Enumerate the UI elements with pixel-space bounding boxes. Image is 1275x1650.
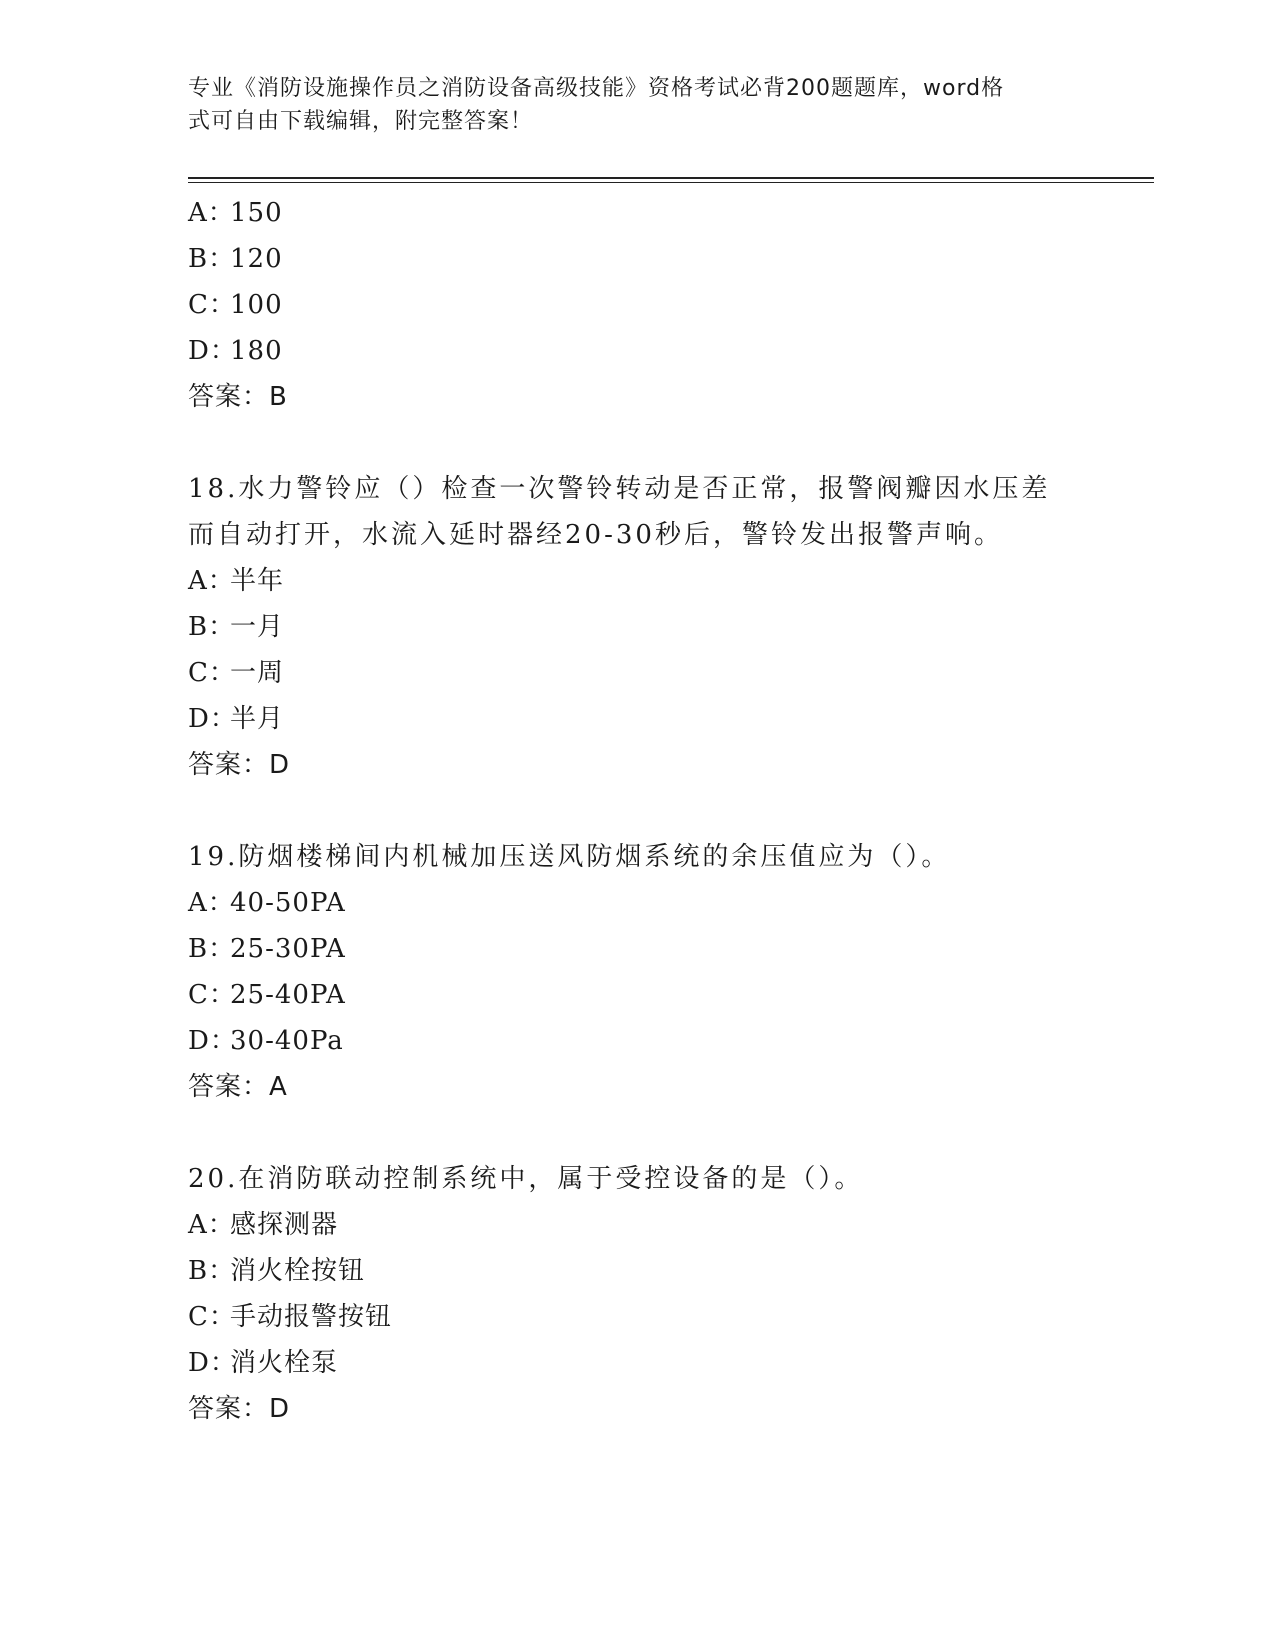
option-c: C：一周 bbox=[188, 658, 285, 688]
question-text: 19.防烟楼梯间内机械加压送风防烟系统的余压值应为（）。 bbox=[188, 842, 951, 872]
option-a: A：半年 bbox=[188, 566, 285, 596]
answer-line: 答案：A bbox=[188, 1072, 288, 1102]
option-c: C：手动报警按钮 bbox=[188, 1302, 393, 1332]
answer-line: 答案：D bbox=[188, 1394, 291, 1424]
question-block bbox=[188, 190, 1088, 420]
question-list bbox=[188, 190, 1088, 1432]
header-divider-thick bbox=[188, 177, 1154, 179]
option-d: D：半月 bbox=[188, 704, 285, 734]
block-spacer bbox=[188, 788, 1088, 834]
option-b: B：一月 bbox=[188, 612, 285, 642]
question-text: 20.在消防联动控制系统中，属于受控设备的是（）。 bbox=[188, 1164, 864, 1194]
option-d: D：180 bbox=[188, 336, 283, 366]
header-divider-thin bbox=[188, 182, 1154, 183]
option-d: D：消火栓泵 bbox=[188, 1348, 339, 1378]
option-a: A：感探测器 bbox=[188, 1210, 339, 1240]
question-block bbox=[188, 466, 1088, 788]
option-b: B：消火栓按钮 bbox=[188, 1256, 366, 1286]
block-spacer bbox=[188, 420, 1088, 466]
header-line-2: 式可自由下载编辑，附完整答案！ bbox=[188, 109, 534, 134]
answer-line: 答案：D bbox=[188, 750, 291, 780]
option-a: A：40-50PA bbox=[188, 888, 346, 918]
option-c: C：25-40PA bbox=[188, 980, 346, 1010]
answer-line: 答案：B bbox=[188, 382, 288, 412]
option-b: B：120 bbox=[188, 244, 283, 274]
option-a: A：150 bbox=[188, 198, 283, 228]
question-block bbox=[188, 834, 1088, 1110]
header-line-1: 专业《消防设施操作员之消防设备高级技能》资格考试必背200题题库，word格 bbox=[188, 76, 1005, 101]
question-block bbox=[188, 1156, 1088, 1432]
option-c: C：100 bbox=[188, 290, 283, 320]
question-text: 18.水力警铃应（）检查一次警铃转动是否正常，报警阀瓣因水压差而自动打开，水流入延时器经20-30秒后，警铃发出报警声响。 bbox=[188, 474, 1051, 550]
option-d: D：30-40Pa bbox=[188, 1026, 344, 1056]
option-b: B：25-30PA bbox=[188, 934, 346, 964]
document-header bbox=[188, 72, 1088, 138]
block-spacer bbox=[188, 1110, 1088, 1156]
